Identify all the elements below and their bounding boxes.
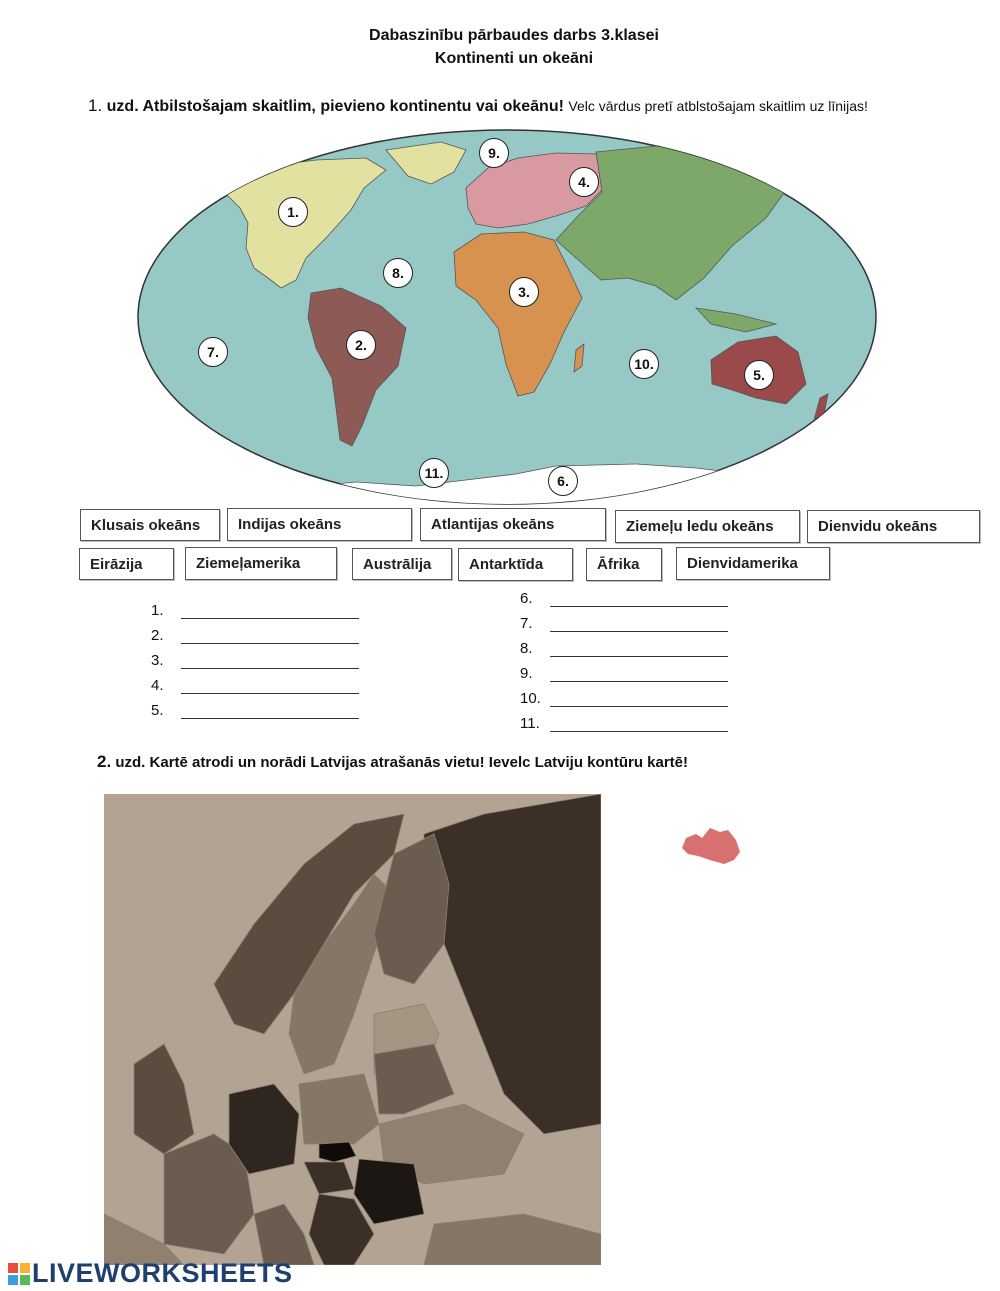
task2-instruction xyxy=(97,752,688,772)
brand-text: LIVEWORKSHEETS xyxy=(32,1258,293,1288)
task2-text: uzd. Kartē atrodi un norādi Latvijas atrašanās vietu! Ievelc Latviju kontūru kartē! xyxy=(115,754,689,771)
word-australija[interactable]: Austrālija xyxy=(352,548,452,580)
word-ziemelamerika[interactable]: Ziemeļamerika xyxy=(185,547,337,580)
answer-row-11 xyxy=(520,715,728,732)
answer-number: 9. xyxy=(520,665,533,682)
europe-map[interactable] xyxy=(104,794,601,1265)
answer-number: 10. xyxy=(520,690,541,707)
answer-number: 7. xyxy=(520,615,533,632)
map-marker-3: 3. xyxy=(509,277,539,307)
answer-drop-line[interactable] xyxy=(181,602,359,619)
word-eirazija[interactable]: Eirāzija xyxy=(79,548,174,580)
word-afrika[interactable]: Āfrika xyxy=(586,548,662,581)
map-marker-8: 8. xyxy=(383,258,413,288)
map-marker-4: 4. xyxy=(569,167,599,197)
answer-number: 2. xyxy=(151,627,164,644)
answer-drop-line[interactable] xyxy=(181,702,359,719)
answer-row-7 xyxy=(520,615,728,632)
task1-text: uzd. Atbilstošajam skaitlim, pievieno kontinentu vai okeānu! xyxy=(106,98,564,115)
answer-drop-line[interactable] xyxy=(550,690,728,707)
answer-row-1 xyxy=(151,602,359,619)
answer-drop-line[interactable] xyxy=(181,627,359,644)
answer-number: 4. xyxy=(151,677,164,694)
poland-region xyxy=(299,1074,379,1144)
world-map xyxy=(136,128,878,506)
word-dienvidu-okeans[interactable]: Dienvidu okeāns xyxy=(807,510,980,543)
answer-row-6 xyxy=(520,590,728,607)
answer-number: 5. xyxy=(151,702,164,719)
worksheet-subtitle: Kontinenti un okeāni xyxy=(434,50,594,67)
word-antarktida[interactable]: Antarktīda xyxy=(458,548,573,581)
word-klusais-okeans[interactable]: Klusais okeāns xyxy=(80,509,220,541)
answer-number: 3. xyxy=(151,652,164,669)
answer-number: 1. xyxy=(151,602,164,619)
task1-hint: Velc vārdus pretī atblstošajam skaitlim uz līnijas! xyxy=(568,98,868,114)
map-marker-5: 5. xyxy=(744,360,774,390)
answer-drop-line[interactable] xyxy=(550,665,728,682)
answer-row-9 xyxy=(520,665,728,682)
task1-number: 1. xyxy=(88,96,103,115)
answer-drop-line[interactable] xyxy=(181,652,359,669)
word-ziemelu-ledu-okeans[interactable]: Ziemeļu ledu okeāns xyxy=(615,510,800,543)
task2-number: 2. xyxy=(97,752,112,771)
answer-drop-line[interactable] xyxy=(550,590,728,607)
map-marker-10: 10. xyxy=(629,349,659,379)
answer-drop-line[interactable] xyxy=(550,615,728,632)
answer-row-5 xyxy=(151,702,359,719)
word-atlantijas-okeans[interactable]: Atlantijas okeāns xyxy=(420,508,606,541)
task1-instruction xyxy=(88,96,868,116)
answer-number: 6. xyxy=(520,590,533,607)
latvia-outline-piece[interactable] xyxy=(680,826,742,866)
answer-number: 11. xyxy=(520,715,540,732)
map-marker-7: 7. xyxy=(198,337,228,367)
answer-drop-line[interactable] xyxy=(181,677,359,694)
answer-row-3 xyxy=(151,652,359,669)
map-marker-2: 2. xyxy=(346,330,376,360)
answer-row-8 xyxy=(520,640,728,657)
map-marker-9: 9. xyxy=(479,138,509,168)
answer-row-2 xyxy=(151,627,359,644)
liveworksheets-logo xyxy=(8,1258,293,1289)
map-marker-6: 6. xyxy=(548,466,578,496)
word-indijas-okeans[interactable]: Indijas okeāns xyxy=(227,508,412,541)
word-dienvidamerika[interactable]: Dienvidamerika xyxy=(676,547,830,580)
map-marker-1: 1. xyxy=(278,197,308,227)
answer-row-10 xyxy=(520,690,728,707)
map-marker-11: 11. xyxy=(419,458,449,488)
worksheet-title: Dabaszinību pārbaudes darbs 3.klasei xyxy=(369,27,659,44)
answer-number: 8. xyxy=(520,640,533,657)
answer-drop-line[interactable] xyxy=(550,640,728,657)
answer-row-4 xyxy=(151,677,359,694)
latvia-shape xyxy=(682,828,740,864)
answer-drop-line[interactable] xyxy=(550,715,728,732)
logo-grid-icon xyxy=(8,1263,30,1285)
